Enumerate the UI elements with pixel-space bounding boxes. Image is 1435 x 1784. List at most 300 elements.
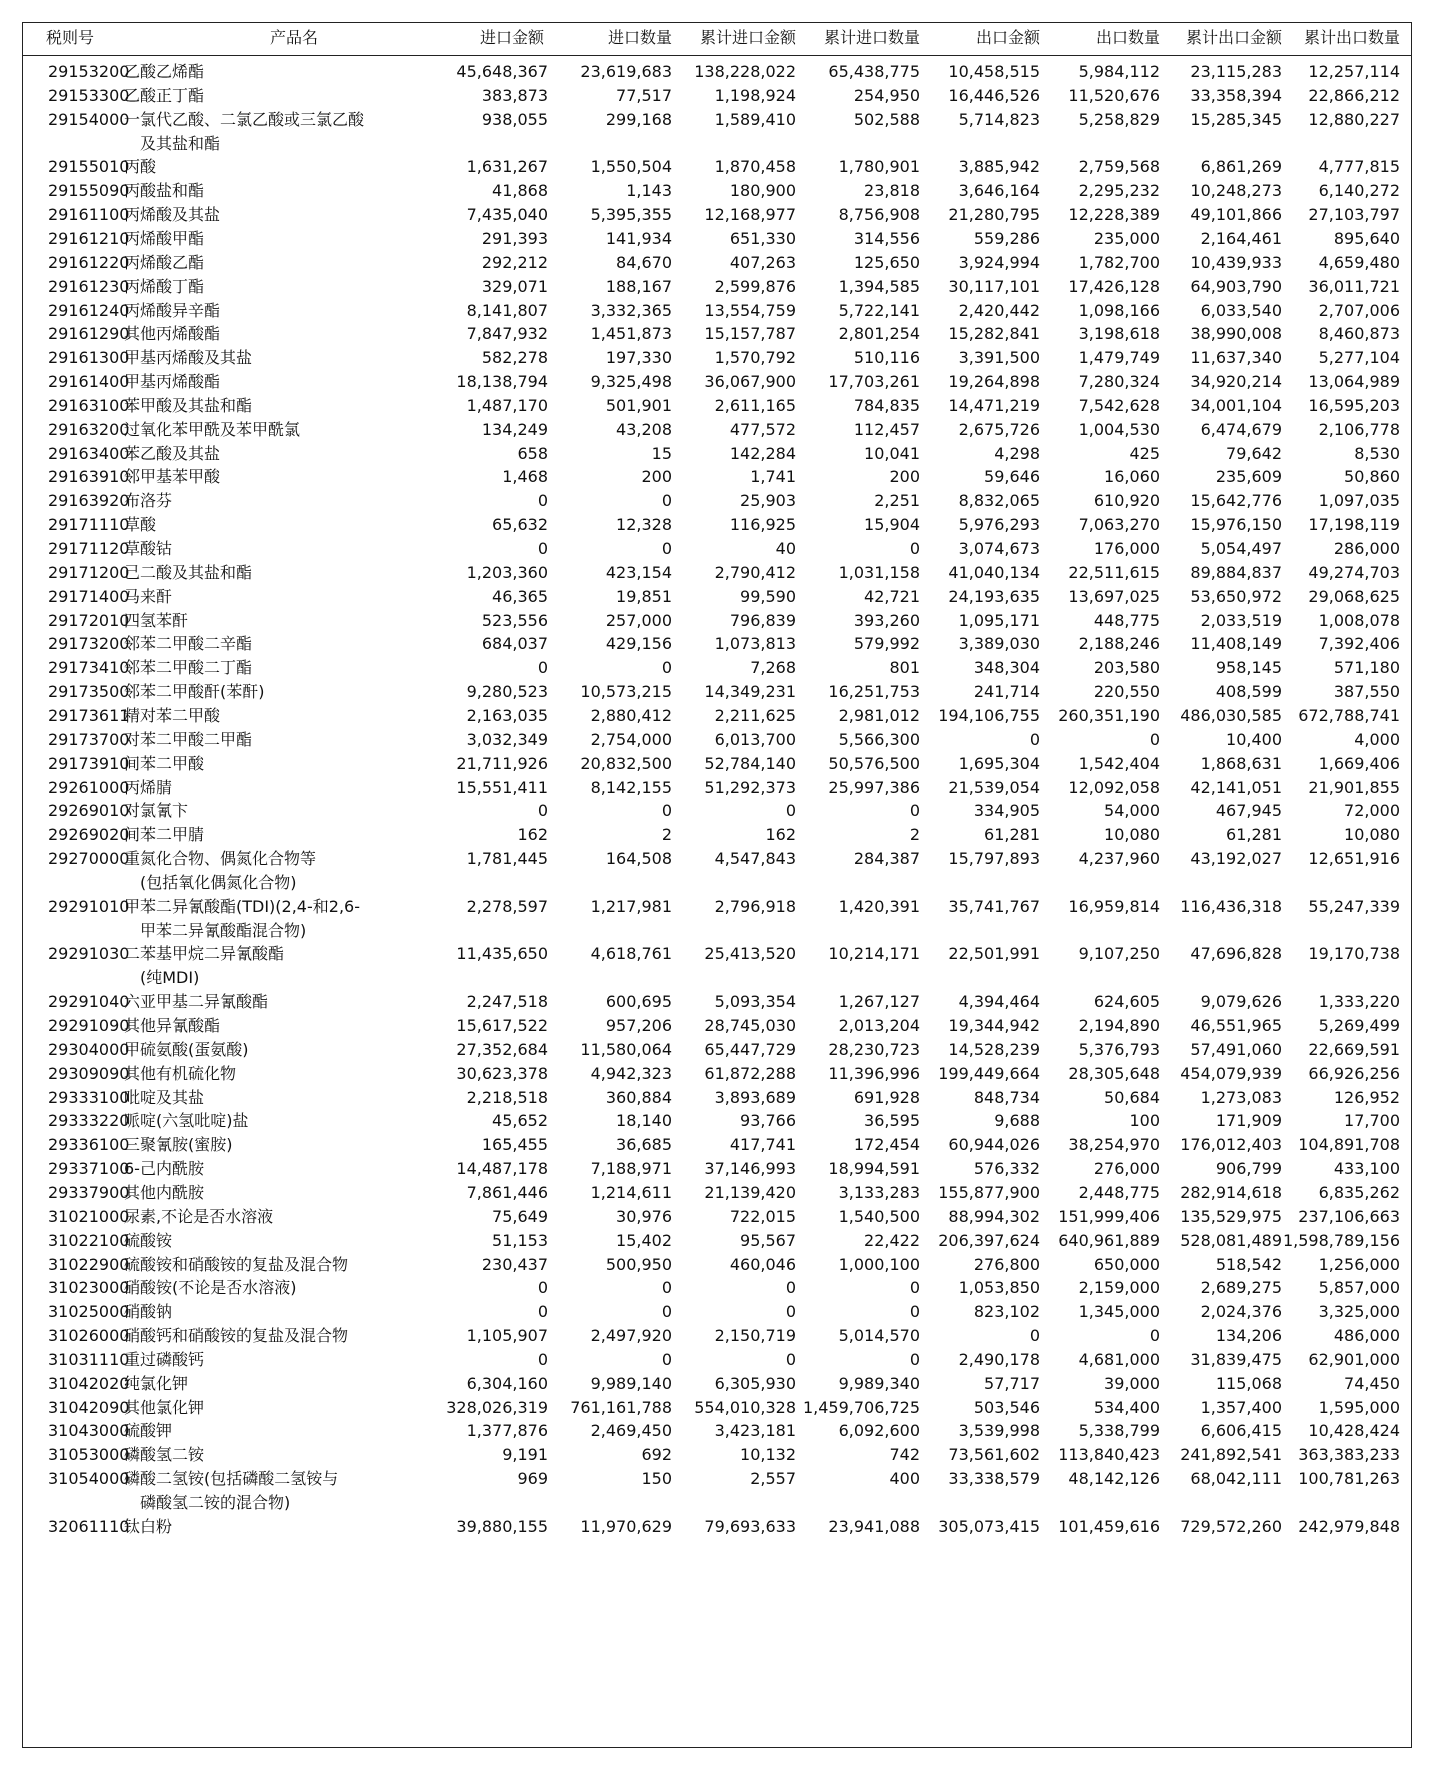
cum-export-qty: 8,530 (1354, 443, 1400, 463)
cum-export-qty: 237,106,663 (1298, 1206, 1400, 1226)
cum-export-value: 528,081,489 (1180, 1230, 1282, 1250)
cum-export-value: 43,192,027 (1190, 849, 1282, 869)
cum-import-qty: 22,422 (864, 1230, 920, 1250)
export-value: 1,095,171 (958, 610, 1040, 630)
cum-export-value: 6,033,540 (1200, 300, 1282, 320)
import-qty: 299,168 (605, 109, 672, 129)
export-value: 19,264,898 (948, 372, 1040, 392)
export-value: 33,338,579 (948, 1469, 1040, 1489)
import-qty: 761,161,788 (570, 1397, 672, 1417)
cum-import-value: 0 (785, 801, 796, 821)
cum-import-qty: 17,703,261 (828, 372, 920, 392)
cum-import-value: 2,211,625 (714, 705, 796, 725)
cum-export-qty: 29,068,625 (1308, 586, 1400, 606)
cum-import-value: 142,284 (729, 443, 796, 463)
export-qty: 1,345,000 (1078, 1302, 1160, 1322)
import-value: 2,278,597 (466, 896, 548, 916)
tariff-code: 29161400 (48, 372, 130, 392)
export-value: 21,280,795 (948, 205, 1040, 225)
export-value: 5,714,823 (958, 109, 1040, 129)
import-qty: 2,497,920 (590, 1326, 672, 1346)
cum-import-qty: 1,780,901 (838, 157, 920, 177)
tariff-code: 29163200 (48, 419, 130, 439)
export-value: 155,877,900 (938, 1182, 1040, 1202)
cum-export-qty: 12,880,227 (1308, 109, 1400, 129)
cum-export-qty: 3,325,000 (1318, 1302, 1400, 1322)
cum-import-qty: 112,457 (853, 419, 920, 439)
cum-import-qty: 1,267,127 (838, 992, 920, 1012)
import-value: 8,141,807 (466, 300, 548, 320)
product-name: 三聚氰胺(蜜胺) (124, 1135, 233, 1155)
cum-export-value: 6,474,679 (1200, 419, 1282, 439)
export-value: 823,102 (973, 1302, 1040, 1322)
product-name: 磷酸氢二铵的混合物) (140, 1493, 291, 1512)
export-qty: 100 (1129, 1111, 1160, 1131)
cum-import-value: 25,903 (740, 491, 796, 511)
import-qty: 423,154 (605, 562, 672, 582)
product-name: 其他氯化钾 (124, 1397, 205, 1417)
cum-import-qty: 502,588 (853, 109, 920, 129)
export-qty: 176,000 (1093, 539, 1160, 558)
cum-import-value: 15,157,787 (704, 324, 796, 344)
export-value: 14,471,219 (948, 395, 1040, 415)
cum-import-qty: 11,396,996 (828, 1063, 920, 1083)
export-qty: 1,542,404 (1078, 753, 1160, 773)
cum-export-value: 68,042,111 (1190, 1469, 1282, 1489)
product-name: 甲苯二异氰酸酯(TDI)(2,4-和2,6- (124, 896, 360, 916)
cum-import-qty: 1,459,706,725 (802, 1397, 920, 1417)
import-qty: 19,851 (616, 586, 672, 606)
import-qty: 2,754,000 (590, 729, 672, 749)
product-name: 六亚甲基二异氰酸酯 (124, 992, 269, 1012)
import-value: 65,632 (492, 515, 548, 535)
product-name: 布洛芬 (124, 491, 173, 511)
product-name: 硝酸钙和硝酸铵的复盐及混合物 (124, 1326, 349, 1346)
import-value: 2,247,518 (466, 992, 548, 1012)
cum-import-qty: 742 (889, 1445, 920, 1465)
export-value: 3,924,994 (958, 252, 1040, 272)
product-name: 邻苯二甲酸二辛酯 (124, 634, 253, 654)
import-qty: 164,508 (605, 849, 672, 869)
cum-import-value: 2,599,876 (714, 276, 796, 296)
import-qty: 957,206 (605, 1016, 672, 1035)
import-value: 9,280,523 (466, 682, 548, 702)
product-name: 邻苯二甲酸酐(苯酐) (124, 682, 265, 702)
cum-import-qty: 18,994,591 (828, 1159, 920, 1179)
export-value: 199,449,664 (938, 1063, 1040, 1083)
cum-import-qty: 579,992 (853, 634, 920, 654)
export-value: 4,298 (994, 443, 1040, 463)
export-qty: 425 (1129, 443, 1160, 463)
product-name: 乙酸正丁酯 (124, 85, 205, 105)
product-name: 丙烯腈 (124, 777, 173, 797)
import-value: 0 (537, 1278, 548, 1298)
export-qty: 235,000 (1093, 228, 1160, 248)
tariff-code: 29173910 (48, 753, 130, 773)
import-value: 6,304,160 (466, 1373, 548, 1393)
cum-import-value: 37,146,993 (704, 1159, 796, 1179)
product-name: 对苯二甲酸二甲酯 (124, 729, 253, 749)
cum-export-qty: 12,257,114 (1308, 62, 1400, 81)
cum-import-qty: 16,251,753 (828, 682, 920, 702)
cum-export-value: 9,079,626 (1200, 992, 1282, 1012)
import-qty: 501,901 (605, 395, 672, 415)
export-qty: 4,681,000 (1078, 1349, 1160, 1369)
tariff-code: 29163920 (48, 491, 130, 511)
import-value: 51,153 (492, 1230, 548, 1250)
import-qty: 197,330 (605, 348, 672, 368)
import-qty: 12,328 (616, 515, 672, 535)
export-value: 10,458,515 (948, 62, 1040, 81)
product-name: 精对苯二甲酸 (124, 705, 221, 725)
cum-export-value: 89,884,837 (1190, 562, 1282, 582)
product-name: 硝酸铵(不论是否水溶液) (124, 1278, 297, 1298)
cum-import-qty: 2,981,012 (838, 705, 920, 725)
cum-import-value: 21,139,420 (704, 1182, 796, 1202)
export-value: 3,074,673 (958, 539, 1040, 558)
import-value: 658 (517, 443, 548, 463)
cum-export-value: 115,068 (1215, 1373, 1282, 1393)
export-qty: 2,448,775 (1078, 1182, 1160, 1202)
export-qty: 101,459,616 (1058, 1516, 1160, 1536)
export-value: 1,053,850 (958, 1278, 1040, 1298)
export-qty: 640,961,889 (1058, 1230, 1160, 1250)
tariff-code: 31042090 (48, 1397, 130, 1417)
cum-export-value: 135,529,975 (1180, 1206, 1282, 1226)
export-value: 241,714 (973, 682, 1040, 702)
cum-export-qty: 21,901,855 (1308, 777, 1400, 797)
import-value: 2,218,518 (466, 1087, 548, 1107)
import-value: 0 (537, 491, 548, 511)
import-value: 2,163,035 (466, 705, 548, 725)
cum-import-value: 2,611,165 (714, 395, 796, 415)
export-value: 848,734 (973, 1087, 1040, 1107)
product-name: 钛白粉 (124, 1516, 173, 1536)
export-qty: 38,254,970 (1068, 1135, 1160, 1155)
tariff-code: 29173611 (48, 705, 130, 725)
tariff-code: 29333220 (48, 1111, 130, 1131)
export-qty: 4,237,960 (1078, 849, 1160, 869)
import-value: 18,138,794 (456, 372, 548, 392)
tariff-code: 31042020 (48, 1373, 130, 1393)
header-tariff-code: 税则号 (46, 28, 95, 47)
import-value: 165,455 (481, 1135, 548, 1155)
export-qty: 2,295,232 (1078, 181, 1160, 201)
tariff-code: 29309090 (48, 1063, 130, 1083)
export-qty: 2,194,890 (1078, 1016, 1160, 1035)
export-qty: 2,188,246 (1078, 634, 1160, 654)
import-qty: 0 (661, 539, 672, 558)
import-qty: 11,580,064 (580, 1039, 672, 1059)
export-qty: 28,305,648 (1068, 1063, 1160, 1083)
export-qty: 534,400 (1093, 1397, 1160, 1417)
import-value: 523,556 (481, 610, 548, 630)
export-qty: 1,782,700 (1078, 252, 1160, 272)
export-qty: 17,426,128 (1068, 276, 1160, 296)
import-qty: 150 (641, 1469, 672, 1489)
cum-import-value: 0 (785, 1302, 796, 1322)
export-value: 9,688 (994, 1111, 1040, 1131)
import-value: 969 (517, 1469, 548, 1489)
import-value: 383,873 (481, 85, 548, 105)
cum-export-qty: 22,866,212 (1308, 85, 1400, 105)
import-qty: 692 (641, 1445, 672, 1465)
export-value: 14,528,239 (948, 1039, 1040, 1059)
tariff-code: 29269010 (48, 801, 130, 821)
tariff-code: 32061110 (48, 1516, 130, 1536)
cum-export-qty: 242,979,848 (1298, 1516, 1400, 1536)
export-value: 334,905 (973, 801, 1040, 821)
tariff-code: 29172010 (48, 610, 130, 630)
export-value: 0 (1029, 1326, 1040, 1346)
cum-export-value: 2,024,376 (1200, 1302, 1282, 1322)
cum-export-qty: 2,106,778 (1318, 419, 1400, 439)
cum-export-value: 31,839,475 (1190, 1349, 1282, 1369)
import-value: 230,437 (481, 1254, 548, 1274)
cum-import-value: 10,132 (740, 1445, 796, 1465)
import-qty: 9,989,140 (590, 1373, 672, 1393)
cum-import-qty: 125,650 (853, 252, 920, 272)
cum-import-value: 14,349,231 (704, 682, 796, 702)
import-qty: 141,934 (605, 228, 672, 248)
product-name: 磷酸二氢铵(包括磷酸二氢铵与 (124, 1469, 339, 1489)
import-qty: 0 (661, 1302, 672, 1322)
product-name: 吡啶及其盐 (124, 1087, 205, 1107)
cum-export-qty: 5,857,000 (1318, 1278, 1400, 1298)
cum-import-qty: 1,000,100 (838, 1254, 920, 1274)
product-name: 草酸钴 (124, 539, 173, 558)
tariff-code: 31054000 (48, 1469, 130, 1489)
export-qty: 650,000 (1093, 1254, 1160, 1274)
export-value: 3,391,500 (958, 348, 1040, 368)
product-name: 间苯二甲酸 (124, 753, 205, 773)
tariff-code: 31026000 (48, 1326, 130, 1346)
export-qty: 22,511,615 (1068, 562, 1160, 582)
cum-export-value: 15,285,345 (1190, 109, 1282, 129)
cum-export-qty: 6,835,262 (1318, 1182, 1400, 1202)
cum-export-qty: 16,595,203 (1308, 395, 1400, 415)
cum-import-qty: 314,556 (853, 228, 920, 248)
import-value: 9,191 (502, 1445, 548, 1465)
tariff-code: 29155090 (48, 181, 130, 201)
cum-import-value: 79,693,633 (704, 1516, 796, 1536)
cum-export-value: 10,400 (1226, 729, 1282, 749)
product-name: 丙酸 (124, 157, 157, 177)
product-name: 硫酸钾 (124, 1421, 173, 1441)
cum-import-value: 0 (785, 1278, 796, 1298)
export-value: 2,675,726 (958, 419, 1040, 439)
export-value: 16,446,526 (948, 85, 1040, 105)
cum-import-value: 3,893,689 (714, 1087, 796, 1107)
cum-import-qty: 23,941,088 (828, 1516, 920, 1536)
product-name: 硝酸钠 (124, 1302, 173, 1322)
import-qty: 1,214,611 (590, 1182, 672, 1202)
import-qty: 1,143 (626, 181, 672, 201)
cum-export-value: 10,248,273 (1190, 181, 1282, 201)
import-qty: 15 (651, 443, 672, 463)
cum-import-value: 722,015 (729, 1206, 796, 1226)
header-product-name: 产品名 (270, 28, 319, 47)
cum-export-value: 6,861,269 (1200, 157, 1282, 177)
product-name: 哌啶(六氢吡啶)盐 (124, 1111, 249, 1131)
cum-import-qty: 36,595 (864, 1111, 920, 1131)
cum-import-value: 407,263 (729, 252, 796, 272)
cum-export-value: 61,281 (1226, 825, 1282, 845)
import-value: 41,868 (492, 181, 548, 201)
header-import-value: 进口金额 (479, 28, 544, 47)
cum-export-value: 42,141,051 (1190, 777, 1282, 797)
import-qty: 18,140 (616, 1111, 672, 1131)
cum-export-qty: 104,891,708 (1298, 1135, 1400, 1155)
import-qty: 1,451,873 (590, 324, 672, 344)
tariff-code: 31022900 (48, 1254, 130, 1274)
cum-export-qty: 100,781,263 (1298, 1469, 1400, 1489)
cum-export-qty: 1,598,789,156 (1282, 1230, 1400, 1250)
cum-import-value: 2,557 (750, 1469, 796, 1489)
import-value: 134,249 (481, 419, 548, 439)
cum-export-value: 408,599 (1215, 682, 1282, 702)
cum-import-qty: 393,260 (853, 610, 920, 630)
export-value: 2,420,442 (958, 300, 1040, 320)
export-value: 3,539,998 (958, 1421, 1040, 1441)
cum-export-value: 134,206 (1215, 1326, 1282, 1346)
cum-export-qty: 8,460,873 (1318, 324, 1400, 344)
cum-import-value: 554,010,328 (694, 1397, 796, 1417)
tariff-code: 29173200 (48, 634, 130, 654)
cum-export-qty: 19,170,738 (1308, 944, 1400, 964)
product-name: 苯乙酸及其盐 (124, 443, 221, 463)
product-name: 丙烯酸及其盐 (124, 205, 221, 225)
import-value: 0 (537, 539, 548, 558)
tariff-code: 31023000 (48, 1278, 130, 1298)
import-qty: 2,469,450 (590, 1421, 672, 1441)
cum-export-value: 38,990,008 (1190, 324, 1282, 344)
import-qty: 30,976 (616, 1206, 672, 1226)
export-qty: 2,159,000 (1078, 1278, 1160, 1298)
import-qty: 200 (641, 467, 672, 487)
import-qty: 0 (661, 491, 672, 511)
import-value: 45,648,367 (456, 62, 548, 81)
cum-export-qty: 62,901,000 (1308, 1349, 1400, 1369)
import-qty: 500,950 (605, 1254, 672, 1274)
tariff-code: 29171400 (48, 586, 130, 606)
cum-export-value: 467,945 (1215, 801, 1282, 821)
export-value: 3,389,030 (958, 634, 1040, 654)
cum-import-value: 1,198,924 (714, 85, 796, 105)
cum-import-qty: 2,251 (874, 491, 920, 511)
import-qty: 600,695 (605, 992, 672, 1012)
export-qty: 1,479,749 (1078, 348, 1160, 368)
tariff-code: 29337900 (48, 1182, 130, 1202)
cum-import-value: 25,413,520 (704, 944, 796, 964)
cum-import-value: 417,741 (729, 1135, 796, 1155)
import-value: 291,393 (481, 228, 548, 248)
product-name: 丙烯酸丁酯 (124, 276, 205, 296)
tariff-code: 29270000 (48, 849, 130, 869)
export-value: 19,344,942 (948, 1016, 1040, 1035)
cum-export-value: 518,542 (1215, 1254, 1282, 1274)
cum-import-value: 1,589,410 (714, 109, 796, 129)
import-qty: 1,217,981 (590, 896, 672, 916)
export-value: 24,193,635 (948, 586, 1040, 606)
export-value: 4,394,464 (958, 992, 1040, 1012)
header-export-qty: 出口数量 (1095, 28, 1160, 47)
cum-import-value: 0 (785, 1349, 796, 1369)
export-value: 348,304 (973, 658, 1040, 678)
cum-import-value: 52,784,140 (704, 753, 796, 773)
export-qty: 203,580 (1093, 658, 1160, 678)
cum-import-qty: 691,928 (853, 1087, 920, 1107)
export-value: 3,646,164 (958, 181, 1040, 201)
export-value: 60,944,026 (948, 1135, 1040, 1155)
tariff-code: 29161210 (48, 228, 130, 248)
cum-import-value: 2,150,719 (714, 1326, 796, 1346)
tariff-code: 29161230 (48, 276, 130, 296)
cum-export-value: 235,609 (1215, 467, 1282, 487)
tariff-code: 29161290 (48, 324, 130, 344)
tariff-code: 29171110 (48, 515, 130, 535)
product-name: 硫酸铵和硝酸铵的复盐及混合物 (124, 1254, 349, 1274)
import-qty: 429,156 (605, 634, 672, 654)
cum-export-value: 1,868,631 (1200, 753, 1282, 773)
cum-export-qty: 2,707,006 (1318, 300, 1400, 320)
tariff-code: 29171200 (48, 562, 130, 582)
export-value: 88,994,302 (948, 1206, 1040, 1226)
import-qty: 43,208 (616, 419, 672, 439)
import-value: 3,032,349 (466, 729, 548, 749)
tariff-code: 29154000 (48, 109, 130, 129)
cum-export-qty: 895,640 (1333, 228, 1400, 248)
export-qty: 3,198,618 (1078, 324, 1160, 344)
cum-import-qty: 0 (909, 801, 920, 821)
tariff-code: 29171120 (48, 539, 130, 558)
import-value: 14,487,178 (456, 1159, 548, 1179)
cum-export-value: 282,914,618 (1180, 1182, 1282, 1202)
product-name: 对氯氰卞 (124, 801, 189, 821)
tariff-code: 29304000 (48, 1039, 130, 1059)
export-value: 503,546 (973, 1397, 1040, 1417)
import-value: 1,377,876 (466, 1421, 548, 1441)
cum-export-value: 176,012,403 (1180, 1135, 1282, 1155)
import-qty: 0 (661, 801, 672, 821)
export-value: 2,490,178 (958, 1349, 1040, 1369)
cum-export-value: 2,033,519 (1200, 610, 1282, 630)
cum-import-qty: 1,031,158 (838, 562, 920, 582)
cum-export-value: 34,920,214 (1190, 372, 1282, 392)
cum-import-value: 4,547,843 (714, 849, 796, 869)
cum-import-qty: 9,989,340 (838, 1373, 920, 1393)
cum-import-value: 3,423,181 (714, 1421, 796, 1441)
cum-export-value: 241,892,541 (1180, 1445, 1282, 1465)
export-value: 3,885,942 (958, 157, 1040, 177)
export-qty: 5,338,799 (1078, 1421, 1160, 1441)
export-qty: 11,520,676 (1068, 85, 1160, 105)
cum-import-qty: 254,950 (853, 85, 920, 105)
import-qty: 0 (661, 1349, 672, 1369)
import-qty: 257,000 (605, 610, 672, 630)
cum-export-value: 57,491,060 (1190, 1039, 1282, 1059)
cum-export-value: 47,696,828 (1190, 944, 1282, 964)
product-name: 其他内酰胺 (124, 1182, 205, 1202)
cum-export-value: 34,001,104 (1190, 395, 1282, 415)
cum-import-qty: 23,818 (864, 181, 920, 201)
export-value: 22,501,991 (948, 944, 1040, 964)
header-cum-export-qty: 累计出口数量 (1303, 28, 1400, 47)
cum-export-value: 11,408,149 (1190, 634, 1282, 654)
cum-export-qty: 12,651,916 (1308, 849, 1400, 869)
import-value: 1,105,907 (466, 1326, 548, 1346)
product-name: 甲基丙烯酸及其盐 (124, 348, 253, 368)
